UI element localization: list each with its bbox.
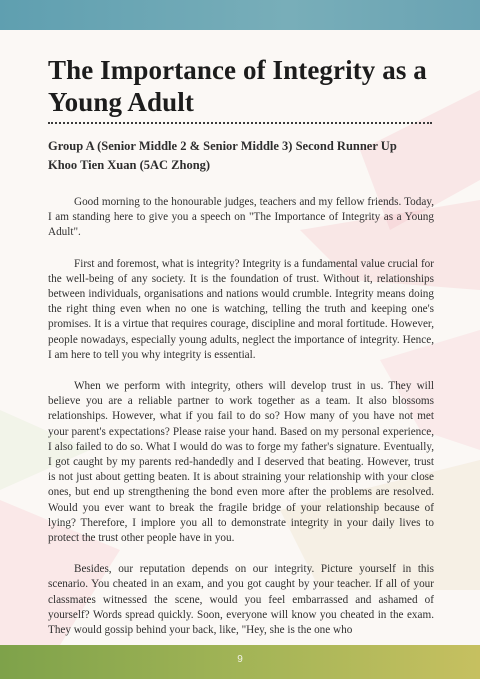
page-number: 9 <box>237 654 243 665</box>
paragraph: Besides, our reputation depends on our integrity. Picture yourself in this scenario. You cheated in an exam, and you got caught by your teacher. If all of your classmates witnessed the scene, would you feel embarrassed and ashamed of yourself? Words spread quickly. Soon, everyone will know you cheated in the exam. They would gossip behind your back, like, "Hey, she is the one who <box>48 563 434 637</box>
title-divider <box>48 122 432 124</box>
header-band <box>0 0 480 30</box>
article <box>48 54 434 654</box>
page-title: The Importance of Integrity as a Young Adult <box>48 55 427 117</box>
author-line: Khoo Tien Xuan (5AC Zhong) <box>48 158 211 172</box>
speech-body <box>48 195 434 638</box>
award-line: Group A (Senior Middle 2 & Senior Middle 3) Second Runner Up <box>48 139 397 153</box>
paragraph: Good morning to the honourable judges, teachers and my fellow friends. Today, I am standing here to give you a speech on "The Importance of Integrity as a Young Adult". <box>48 196 434 239</box>
paragraph: First and foremost, what is integrity? Integrity is a fundamental value crucial for the well-being of any society. It is the foundation of trust. Without it, relationships between individuals, organisations and nations would crumble. Integrity means doing the right thing even when no one is watching, telling the truth and keeping one's promises. It is a virtue that requires courage, discipline and moral fortitude. However, people nowadays, especially young adults, neglect the importance of integrity. Hence, I am here to tell you why integrity is essential. <box>48 257 434 361</box>
paragraph: When we perform with integrity, others will develop trust in us. They will believe you are a reliable partner to work together as a team. It also blossoms relationships. However, what if you fail to do so? How many of you have not met your parent's expectations? Please raise your hand. Based on my personal experience, I also failed to do so. What I would do was to forge my father's signature. Eventually, I got caught by my parents red-handedly and I deserved that beating. However, trust is not just about getting beaten. It is about straining your relationship with your close ones, but end up strengthening the bond even more after the problems are resolved. Would you ever want to break the fragile bridge of your relationship because of lying? Therefore, I implore you all to demonstrate integrity in your daily lives to protect the trust other people have in you. <box>48 380 434 545</box>
subtitle <box>48 137 434 175</box>
